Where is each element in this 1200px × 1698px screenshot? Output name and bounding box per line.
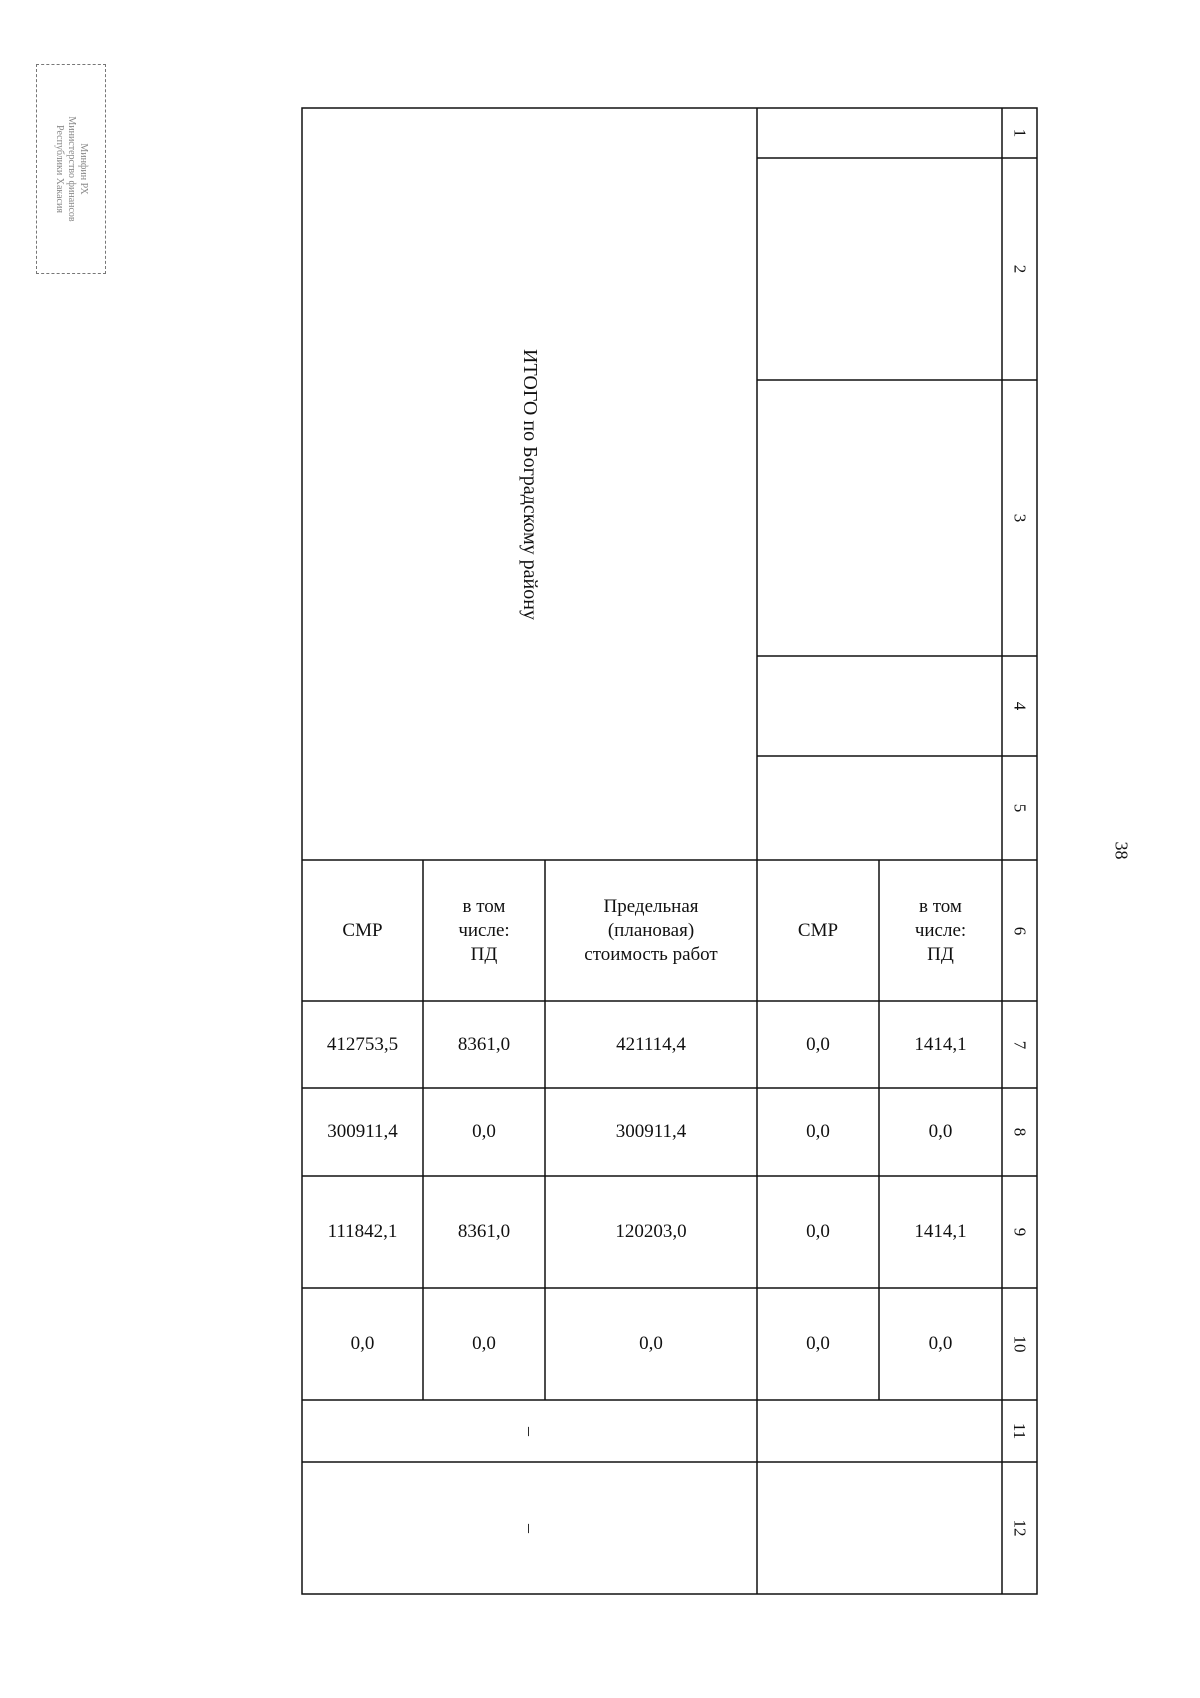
table-cell: 120203,0 (615, 1221, 687, 1242)
column-number-text: 4 (1010, 701, 1030, 711)
column-number (1002, 1462, 1037, 1594)
col11-value: – (520, 1426, 540, 1436)
table-cell: 0,0 (806, 1121, 830, 1142)
column-number-text: 7 (1010, 1040, 1030, 1049)
col12-value: – (520, 1523, 540, 1533)
column-number (1002, 1400, 1037, 1462)
column-number-text: 6 (1010, 926, 1030, 935)
stamp-line: Министерство финансов (66, 116, 77, 222)
column-number-text: 2 (1010, 264, 1030, 274)
column-number-text: 8 (1010, 1127, 1030, 1137)
column-number-text: 12 (1010, 1519, 1030, 1537)
table-cell: 111842,1 (327, 1221, 398, 1242)
column-number (1002, 108, 1037, 158)
column-number-text: 10 (1010, 1335, 1030, 1353)
table-cell: 0,0 (639, 1333, 663, 1354)
table-cell: 0,0 (350, 1333, 375, 1354)
table-cell: 300911,4 (327, 1121, 398, 1142)
column-number (1002, 1176, 1037, 1288)
column-number (1002, 756, 1037, 860)
column-number (1002, 1001, 1037, 1088)
table-cell: 0,0 (928, 1121, 953, 1142)
table-cell: 1414,1 (914, 1033, 967, 1055)
column-number (1002, 158, 1037, 380)
header-cell: СМР (797, 919, 839, 941)
stamp-line: Республики Хакасия (54, 125, 65, 213)
header-cell: в том числе: ПД (458, 895, 510, 965)
total-label: ИТОГО по Боградскому району (519, 348, 541, 620)
column-number-text: 11 (1010, 1422, 1030, 1440)
table-cell: 0,0 (806, 1033, 830, 1055)
table-cell: 421114,4 (616, 1033, 686, 1055)
table-cell: 0,0 (806, 1333, 830, 1354)
table-cell: 8361,0 (457, 1033, 511, 1055)
table-cell: 0,0 (472, 1121, 496, 1142)
table-cell: 0,0 (928, 1333, 953, 1354)
table-cell: 0,0 (472, 1333, 496, 1354)
summary-table (302, 108, 1039, 1596)
table-cell: 300911,4 (615, 1121, 687, 1142)
receipt-stamp-text (53, 116, 89, 221)
stamp-line: Минфин РХ (78, 143, 89, 195)
column-number (1002, 1088, 1037, 1176)
table-cell: 0,0 (806, 1221, 830, 1242)
page-number: 38 (1111, 841, 1132, 860)
column-number-text: 9 (1010, 1227, 1030, 1237)
receipt-stamp (36, 64, 106, 274)
header-cell: Предельная (плановая) стоимость работ (584, 895, 718, 965)
column-number-text: 5 (1010, 803, 1030, 813)
column-number-text: 1 (1010, 128, 1030, 138)
table-cell: 412753,5 (326, 1033, 399, 1055)
table-cell: 8361,0 (457, 1221, 511, 1242)
header-cell: СМР (342, 919, 383, 941)
column-number (1002, 380, 1037, 656)
header-cell: в том числе: ПД (914, 895, 967, 965)
column-number-text: 3 (1010, 513, 1030, 523)
col11-value-cell (302, 1400, 757, 1462)
table-cell: 1414,1 (914, 1221, 967, 1242)
col12-value-cell (302, 1462, 757, 1594)
column-number (1002, 1288, 1037, 1400)
column-number (1002, 656, 1037, 756)
total-label-cell (302, 108, 757, 860)
column-number (1002, 860, 1037, 1001)
